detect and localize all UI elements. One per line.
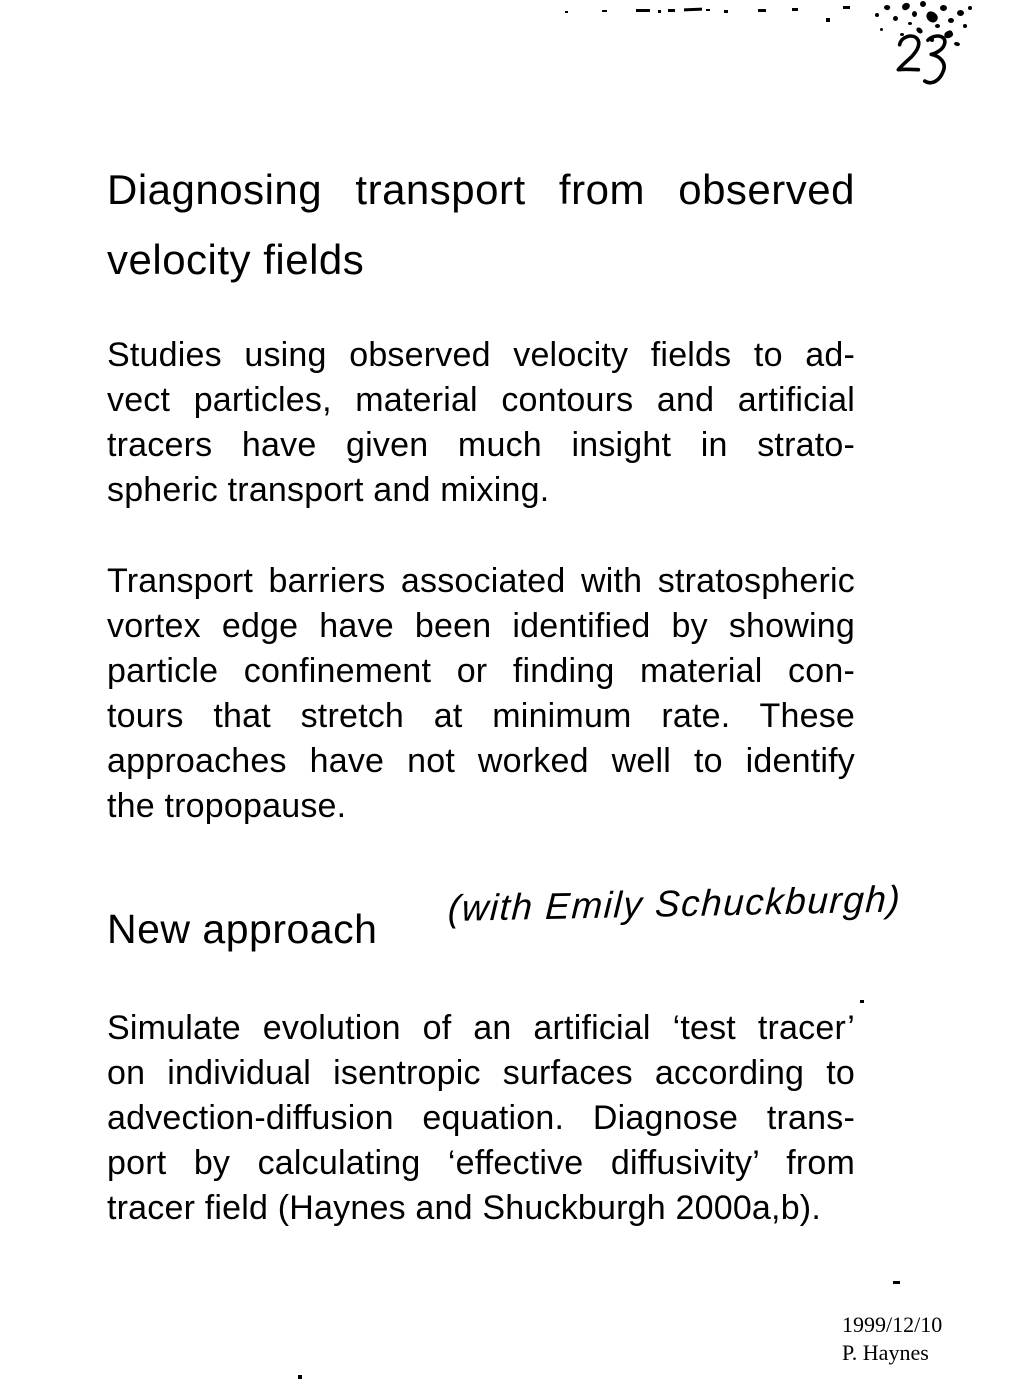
section-heading: New approach xyxy=(107,906,378,952)
section-heading-block xyxy=(107,907,377,952)
text-line: Studies using observed velocity fields to ad- xyxy=(107,336,855,374)
digit-3-stroke xyxy=(925,35,946,83)
text-line: Transport barriers associated with stratospheric xyxy=(107,562,855,600)
handwritten-page-number xyxy=(892,28,957,86)
title-line-1: Diagnosing transport from observed xyxy=(107,166,855,213)
ink-dot xyxy=(935,24,940,28)
footer-author: P. Haynes xyxy=(842,1340,929,1365)
text-line: on individual isentropic surfaces according to xyxy=(107,1054,855,1092)
speck xyxy=(724,10,728,13)
speck xyxy=(684,8,702,12)
speck xyxy=(843,6,850,9)
speck xyxy=(658,10,661,13)
speck xyxy=(565,11,568,13)
ink-dot xyxy=(893,16,898,21)
ink-dot xyxy=(924,10,939,25)
footer-date: 1999/12/10 xyxy=(842,1312,943,1337)
ink-dot xyxy=(920,1,926,7)
digit-2-stroke xyxy=(898,36,920,71)
text-line: vortex edge have been identified by showing xyxy=(107,607,855,645)
speck xyxy=(826,18,830,22)
speck xyxy=(636,9,650,12)
paragraph-transport-barriers xyxy=(107,559,855,829)
text-line: approaches have not worked well to identify xyxy=(107,742,855,780)
paragraph-new-approach xyxy=(107,1006,855,1231)
speck xyxy=(758,9,766,12)
text-line: tours that stretch at minimum rate. These xyxy=(107,697,855,735)
ink-dot xyxy=(883,4,890,11)
text-line: particle confinement or finding material con- xyxy=(107,652,855,690)
text-line: spheric transport and mixing. xyxy=(107,471,550,509)
scan-mark xyxy=(298,1375,302,1379)
scan-mark xyxy=(860,1000,864,1003)
ink-dot xyxy=(963,24,967,28)
ink-dot xyxy=(880,28,883,31)
ink-dot xyxy=(940,5,947,11)
speck xyxy=(602,10,607,12)
ink-dot xyxy=(957,10,964,16)
handwritten-note: (with Emily Schuckburgh) xyxy=(447,878,903,930)
text-line: advection-diffusion equation. Diagnose trans- xyxy=(107,1099,855,1137)
speck xyxy=(792,8,798,11)
speck xyxy=(668,9,675,12)
footer xyxy=(842,1311,942,1367)
ink-dot xyxy=(908,22,912,25)
paragraph-studies xyxy=(107,333,855,513)
text-line: the tropopause. xyxy=(107,787,347,825)
speck xyxy=(706,9,710,11)
title-line-2: velocity fields xyxy=(107,236,365,283)
ink-dot xyxy=(875,13,879,17)
text-line: vect particles, material contours and artificial xyxy=(107,381,855,419)
ink-dot xyxy=(948,18,954,23)
text-line: Simulate evolution of an artificial ‘test tracer’ xyxy=(107,1009,855,1047)
text-line: tracers have given much insight in strato- xyxy=(107,426,855,464)
ink-dot xyxy=(912,11,917,17)
page-title xyxy=(107,155,855,295)
ink-dot xyxy=(901,2,911,11)
text-line: port by calculating ‘effective diffusivity’ from xyxy=(107,1144,855,1182)
text-line: tracer field (Haynes and Shuckburgh 2000a,b). xyxy=(107,1189,821,1227)
ink-dot xyxy=(968,6,972,10)
scan-mark xyxy=(893,1281,900,1284)
